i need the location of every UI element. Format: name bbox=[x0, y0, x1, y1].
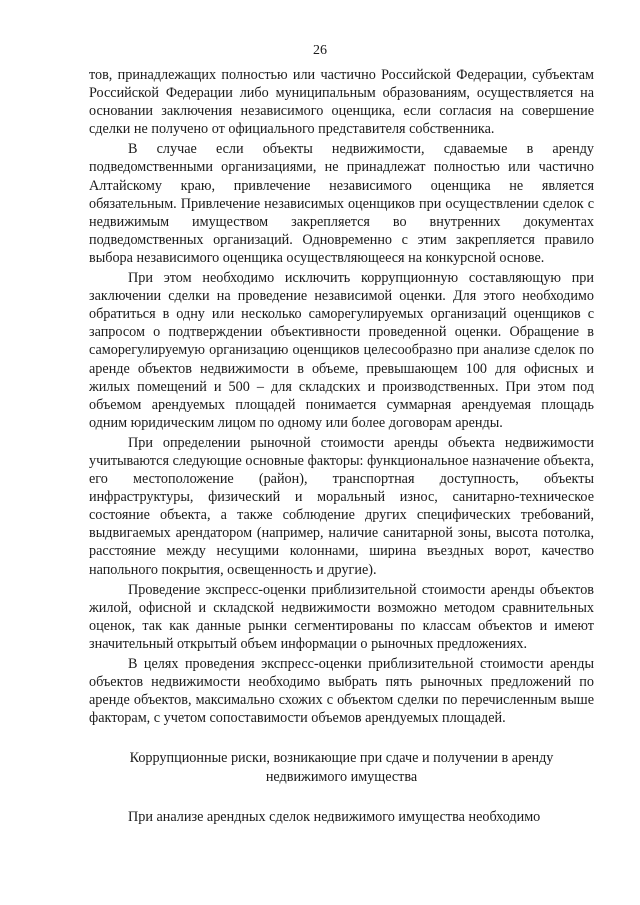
paragraph-7: При анализе арендных сделок недвижимого имущества необходимо bbox=[128, 809, 541, 826]
paragraph-5: Проведение экспресс-оценки приблизительной стоимости аренды объектов жилой, офисной и складской недвижимости возможно методом сравнительных оценок, так как данные рынки сегментированы по классам объектов и имеют значительный открытый объем информации о рыночных предложениях. bbox=[89, 581, 594, 652]
paragraph-1: тов, принадлежащих полностью или частично Российской Федерации, субъектам Российской Федерации либо муниципальным образованиям, осуществляется на основании заключения независимого оценщика, если согласия на совершение сделки не получено от официального представителя собственника. bbox=[89, 67, 594, 138]
page-number: 26 bbox=[313, 43, 327, 58]
paragraph-2: В случае если объекты недвижимости, сдаваемые в аренду подведомственными организациями, не принадлежат полностью или частично Алтайскому краю, привлечение независимого оценщика не является обязательным. Привлечение независимых оценщиков при осуществлении сделок с недвижимым имуществом закрепляется во внутренних документах подведомственных организаций. Одновременно с этим закрепляется правило выбора независимого оценщика осуществляющееся на конкурсной основе. bbox=[89, 141, 594, 266]
paragraph-4: При определении рыночной стоимости аренды объекта недвижимости учитываются следующие основные факторы: функциональное назначение объекта, его местоположение (район), транспортная доступность, объекты инфраструктуры, физический и моральный износ, санитарно-техническое состояние объекта, а также соблюдение других специфических требований, выдвигаемых арендатором (например, наличие санитарной зоны, высота потолка, расстояние между несущими колоннами, ширина въездных ворот, качество напольного покрытия, освещенность и другие). bbox=[89, 434, 594, 578]
section-heading: Коррупционные риски, возникающие при сдаче и получении в аренду недвижимого имущества bbox=[129, 750, 554, 785]
paragraph-3: При этом необходимо исключить коррупционную составляющую при заключении сделки на проведение независимой оценки. Для этого необходимо обратиться в одну или несколько саморегулируемых организаций оценщиков с запросом о подтверждении объективности проведенной оценки. Обращение в саморегулируемую организацию оценщиков целесообразно при анализе сделок по аренде объектов недвижимости в объеме, превышающем 100 для офисных и жилых помещений и 500 – для складских и производственных. При этом под объемом арендуемых площадей понимается суммарная арендуемая площадь одним юридическим лицом по одному или более договорам аренды. bbox=[89, 270, 594, 431]
document-body bbox=[89, 66, 594, 828]
paragraph-6: В целях проведения экспресс-оценки приблизительной стоимости аренды объектов недвижимости необходимо выбрать пять рыночных предложений по аренде объектов, максимально схожих с объектом сделки по перечисленным выше факторам, с учетом сопоставимости объемов арендуемых площадей. bbox=[89, 656, 594, 727]
